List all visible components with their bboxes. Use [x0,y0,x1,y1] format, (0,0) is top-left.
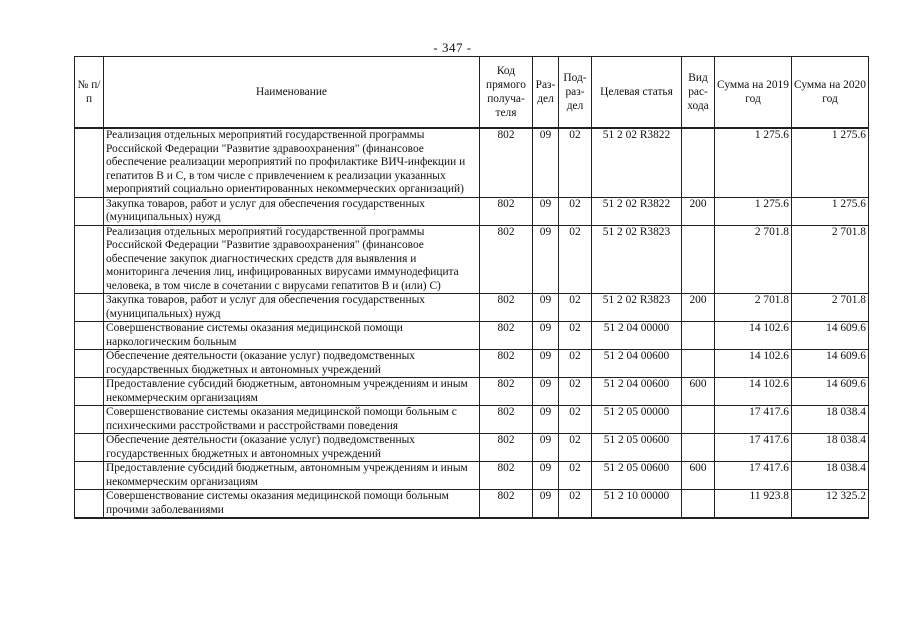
cell-sum-2019: 1 275.6 [715,197,792,225]
cell-expense-type: 600 [682,462,715,490]
cell-subsection: 02 [559,350,592,378]
cell-section: 09 [533,462,559,490]
cell-target: 51 2 04 00600 [592,350,682,378]
cell-name: Закупка товаров, работ и услуг для обеспечения государственных (муниципальных) нужд [104,294,480,322]
cell-subsection: 02 [559,406,592,434]
header-target: Целевая статья [592,57,682,129]
header-subsection: Под-раз-дел [559,57,592,129]
cell-target: 51 2 05 00600 [592,462,682,490]
cell-target: 51 2 02 R3822 [592,197,682,225]
cell-subsection: 02 [559,378,592,406]
cell-code: 802 [480,350,533,378]
cell-expense-type [682,322,715,350]
cell-num [75,490,104,519]
header-sum-2020: Сумма на 2020 год [792,57,869,129]
table-row [75,406,869,434]
cell-code: 802 [480,462,533,490]
cell-expense-type [682,225,715,294]
cell-section: 09 [533,350,559,378]
cell-expense-type: 200 [682,197,715,225]
cell-num [75,294,104,322]
cell-code: 802 [480,378,533,406]
cell-section: 09 [533,490,559,519]
cell-subsection: 02 [559,294,592,322]
budget-table [74,56,869,519]
page-number: - 347 - [433,40,472,55]
cell-expense-type: 600 [682,378,715,406]
cell-code: 802 [480,406,533,434]
cell-code: 802 [480,490,533,519]
cell-num [75,434,104,462]
header-section: Раз-дел [533,57,559,129]
cell-expense-type [682,406,715,434]
cell-sum-2020: 18 038.4 [792,462,869,490]
cell-sum-2020: 14 609.6 [792,350,869,378]
cell-section: 09 [533,128,559,197]
cell-num [75,225,104,294]
cell-target: 51 2 10 00000 [592,490,682,519]
cell-sum-2020: 12 325.2 [792,490,869,519]
cell-subsection: 02 [559,225,592,294]
header-code: Код прямого получа-теля [480,57,533,129]
cell-section: 09 [533,406,559,434]
cell-name: Обеспечение деятельности (оказание услуг) подведомственных государственных бюджетных и автономных учреждений [104,350,480,378]
cell-subsection: 02 [559,197,592,225]
table-header-row [75,57,869,129]
cell-section: 09 [533,434,559,462]
cell-name: Обеспечение деятельности (оказание услуг) подведомственных государственных бюджетных и автономных учреждений [104,434,480,462]
cell-target: 51 2 04 00000 [592,322,682,350]
table-row [75,322,869,350]
cell-expense-type [682,350,715,378]
cell-expense-type [682,128,715,197]
cell-sum-2019: 1 275.6 [715,128,792,197]
cell-sum-2020: 18 038.4 [792,434,869,462]
cell-num [75,197,104,225]
cell-name: Совершенствование системы оказания медицинской помощи больным прочими заболеваниями [104,490,480,519]
cell-name: Предоставление субсидий бюджетным, автономным учреждениям и иным некоммерческим организациям [104,378,480,406]
header-num: № п/п [75,57,104,129]
table-row [75,378,869,406]
table-row [75,294,869,322]
cell-expense-type: 200 [682,294,715,322]
table-row [75,197,869,225]
cell-sum-2019: 14 102.6 [715,378,792,406]
cell-code: 802 [480,197,533,225]
cell-num [75,350,104,378]
cell-num [75,128,104,197]
cell-section: 09 [533,225,559,294]
cell-sum-2020: 14 609.6 [792,322,869,350]
cell-sum-2019: 17 417.6 [715,406,792,434]
table-row [75,350,869,378]
cell-target: 51 2 02 R3822 [592,128,682,197]
cell-target: 51 2 05 00000 [592,406,682,434]
table-row [75,128,869,197]
table-row [75,225,869,294]
cell-sum-2019: 14 102.6 [715,322,792,350]
cell-target: 51 2 04 00600 [592,378,682,406]
cell-subsection: 02 [559,434,592,462]
cell-subsection: 02 [559,128,592,197]
header-expense-type: Вид рас-хода [682,57,715,129]
cell-section: 09 [533,378,559,406]
cell-sum-2020: 1 275.6 [792,197,869,225]
cell-name: Реализация отдельных мероприятий государственной программы Российской Федерации "Развитие здравоохранения" (финансовое обеспечение реализации мероприятий по профилактике ВИЧ-инфекции и гепатитов В и С, в том числе с привлечением к реализации указанных мероприятий социально ориентированных некоммерческих организаций) [104,128,480,197]
cell-expense-type [682,490,715,519]
cell-num [75,406,104,434]
cell-subsection: 02 [559,462,592,490]
cell-name: Реализация отдельных мероприятий государственной программы Российской Федерации "Развитие здравоохранения" (финансовое обеспечение закупок диагностических средств для выявления и мониторинга лечения лиц, инфицированных вирусами иммунодефицита человека, в том числе в сочетании с вирусами гепатитов В и (или) С) [104,225,480,294]
cell-name: Совершенствование системы оказания медицинской помощи наркологическим больным [104,322,480,350]
cell-section: 09 [533,294,559,322]
cell-name: Закупка товаров, работ и услуг для обеспечения государственных (муниципальных) нужд [104,197,480,225]
header-name: Наименование [104,57,480,129]
cell-sum-2020: 2 701.8 [792,225,869,294]
cell-target: 51 2 02 R3823 [592,294,682,322]
cell-num [75,378,104,406]
cell-sum-2020: 14 609.6 [792,378,869,406]
cell-section: 09 [533,322,559,350]
cell-subsection: 02 [559,490,592,519]
cell-name: Предоставление субсидий бюджетным, автономным учреждениям и иным некоммерческим организациям [104,462,480,490]
cell-sum-2019: 2 701.8 [715,225,792,294]
cell-section: 09 [533,197,559,225]
table-row [75,490,869,519]
cell-target: 51 2 05 00600 [592,434,682,462]
cell-code: 802 [480,294,533,322]
cell-code: 802 [480,434,533,462]
cell-num [75,322,104,350]
cell-expense-type [682,434,715,462]
cell-sum-2019: 17 417.6 [715,462,792,490]
cell-sum-2020: 18 038.4 [792,406,869,434]
cell-sum-2020: 2 701.8 [792,294,869,322]
cell-code: 802 [480,225,533,294]
header-sum-2019: Сумма на 2019 год [715,57,792,129]
table-row [75,462,869,490]
cell-name: Совершенствование системы оказания медицинской помощи больным с психическими расстройствами и расстройствами поведения [104,406,480,434]
cell-subsection: 02 [559,322,592,350]
cell-sum-2019: 17 417.6 [715,434,792,462]
cell-sum-2020: 1 275.6 [792,128,869,197]
table-row [75,434,869,462]
cell-target: 51 2 02 R3823 [592,225,682,294]
cell-code: 802 [480,128,533,197]
cell-code: 802 [480,322,533,350]
cell-sum-2019: 2 701.8 [715,294,792,322]
cell-sum-2019: 14 102.6 [715,350,792,378]
cell-sum-2019: 11 923.8 [715,490,792,519]
cell-num [75,462,104,490]
